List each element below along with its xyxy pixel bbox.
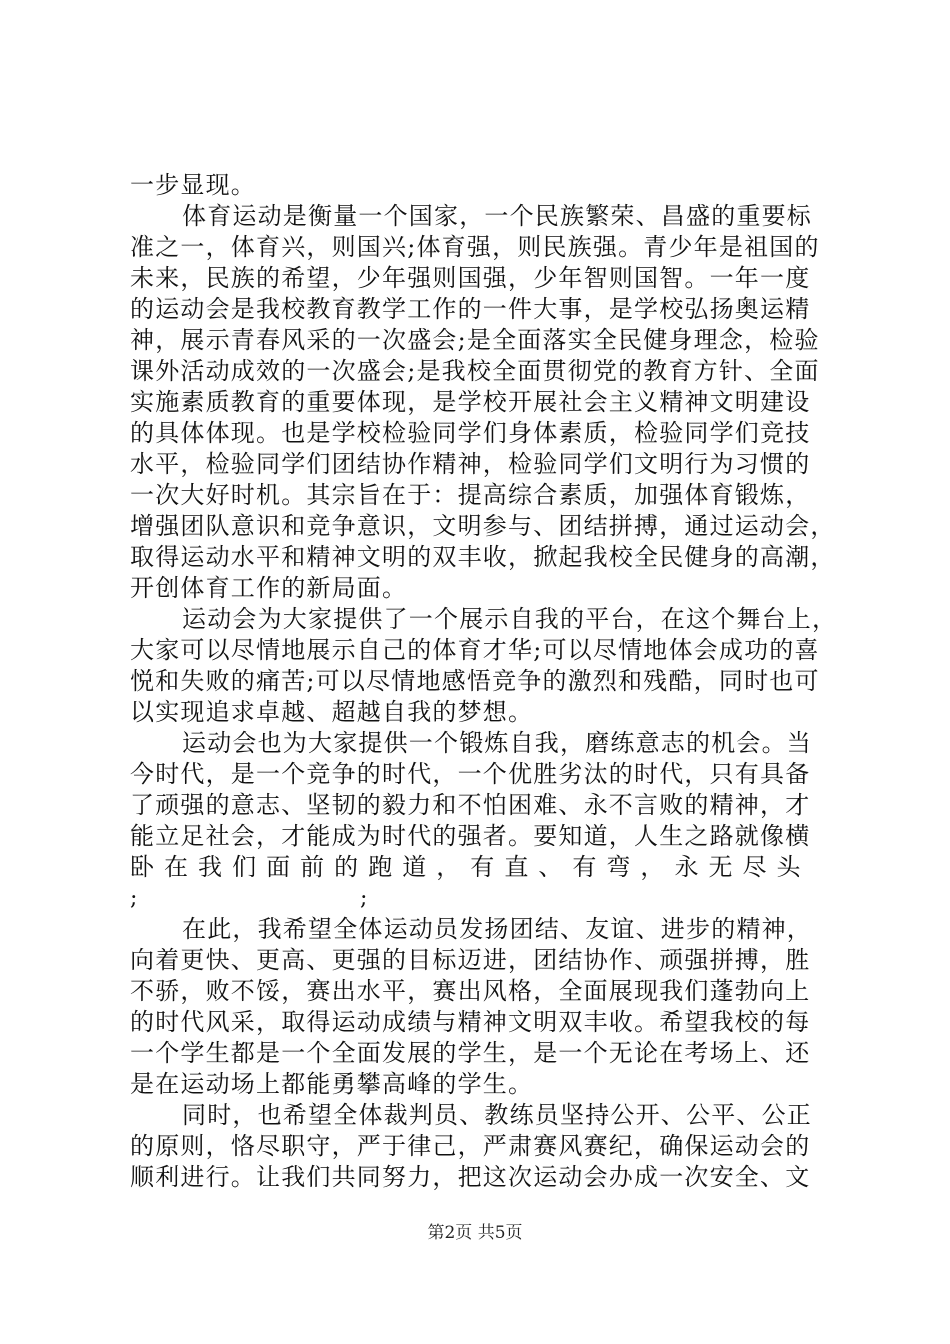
text-line: 顺利进行。让我们共同努力，把这次运动会办成一次安全、文: [130, 1163, 811, 1191]
text-line: 水平，检验同学们团结协作精神，检验同学们文明行为习惯的: [130, 450, 811, 478]
paragraph-start-line: 在此，我希望全体运动员发扬团结、友谊、进步的精神，: [182, 915, 812, 943]
paragraph-start-line: 同时，也希望全体裁判员、教练员坚持公开、公平、公正: [182, 1101, 812, 1129]
text-line: 的原则，恪尽职守，严于律己，严肃赛风赛纪，确保运动会的: [130, 1132, 811, 1160]
page-number-footer: 第2页 共5页: [427, 1223, 523, 1243]
text-line: 的具体体现。也是学校检验同学们身体素质，检验同学们竞技: [130, 419, 811, 447]
text-line: 的时代风采，取得运动成绩与精神文明双丰收。希望我校的每: [130, 1008, 811, 1036]
semicolon-mark: ;: [360, 886, 368, 911]
text-line: 实施素质教育的重要体现，是学校开展社会主义精神文明建设: [130, 388, 811, 416]
text-line: 一步显现。: [130, 171, 256, 199]
semicolon-line: [130, 883, 830, 914]
text-line: 是在运动场上都能勇攀高峰的学生。: [130, 1070, 534, 1098]
text-line: 不骄，败不馁，赛出水平，赛出风格，全面展现我们蓬勃向上: [130, 977, 811, 1005]
spaced-text-line: 卧 在 我 们 面 前 的 跑 道 ， 有 直 、 有 弯 ， 永 无 尽 头: [130, 853, 802, 881]
paragraph-start-line: 体育运动是衡量一个国家，一个民族繁荣、昌盛的重要标: [182, 202, 812, 230]
text-line: 以实现追求卓越、超越自我的梦想。: [130, 698, 534, 726]
text-line: 向着更快、更高、更强的目标迈进，团结协作、顽强拼搏，胜: [130, 946, 811, 974]
text-line: 一次大好时机。其宗旨在于：提高综合素质，加强体育锻炼，: [130, 481, 811, 509]
text-line: 准之一，体育兴，则国兴;体育强，则民族强。青少年是祖国的: [130, 233, 820, 261]
text-line: 悦和失败的痛苦;可以尽情地感悟竞争的激烈和残酷，同时也可: [130, 667, 820, 695]
text-line: 增强团队意识和竞争意识，文明参与、团结拼搏，通过运动会，: [130, 512, 836, 540]
body-text: [130, 170, 838, 1193]
paragraph-start-line: 运动会为大家提供了一个展示自我的平台，在这个舞台上，: [182, 605, 838, 633]
text-line: 今时代，是一个竞争的时代，一个优胜劣汰的时代，只有具备: [130, 760, 811, 788]
text-line: 未来，民族的希望，少年强则国强，少年智则国智。一年一度: [130, 264, 811, 292]
text-line: 的运动会是我校教育教学工作的一件大事，是学校弘扬奥运精: [130, 295, 811, 323]
paragraph-start-line: 运动会也为大家提供一个锻炼自我，磨练意志的机会。当: [182, 729, 812, 757]
text-line: 课外活动成效的一次盛会;是我校全面贯彻党的教育方针、全面: [130, 357, 820, 385]
text-line: 神，展示青春风采的一次盛会;是全面落实全民健身理念，检验: [130, 326, 820, 354]
text-line: 大家可以尽情地展示自己的体育才华;可以尽情地体会成功的喜: [130, 636, 820, 664]
text-line: 能立足社会，才能成为时代的强者。要知道，人生之路就像横: [130, 822, 811, 850]
semicolon-mark: ;: [130, 886, 138, 911]
text-line: 开创体育工作的新局面。: [130, 574, 408, 602]
text-line: 了顽强的意志、坚韧的毅力和不怕困难、永不言败的精神，才: [130, 791, 811, 819]
text-line: 取得运动水平和精神文明的双丰收，掀起我校全民健身的高潮，: [130, 543, 836, 571]
text-line: 一个学生都是一个全面发展的学生，是一个无论在考场上、还: [130, 1039, 811, 1067]
